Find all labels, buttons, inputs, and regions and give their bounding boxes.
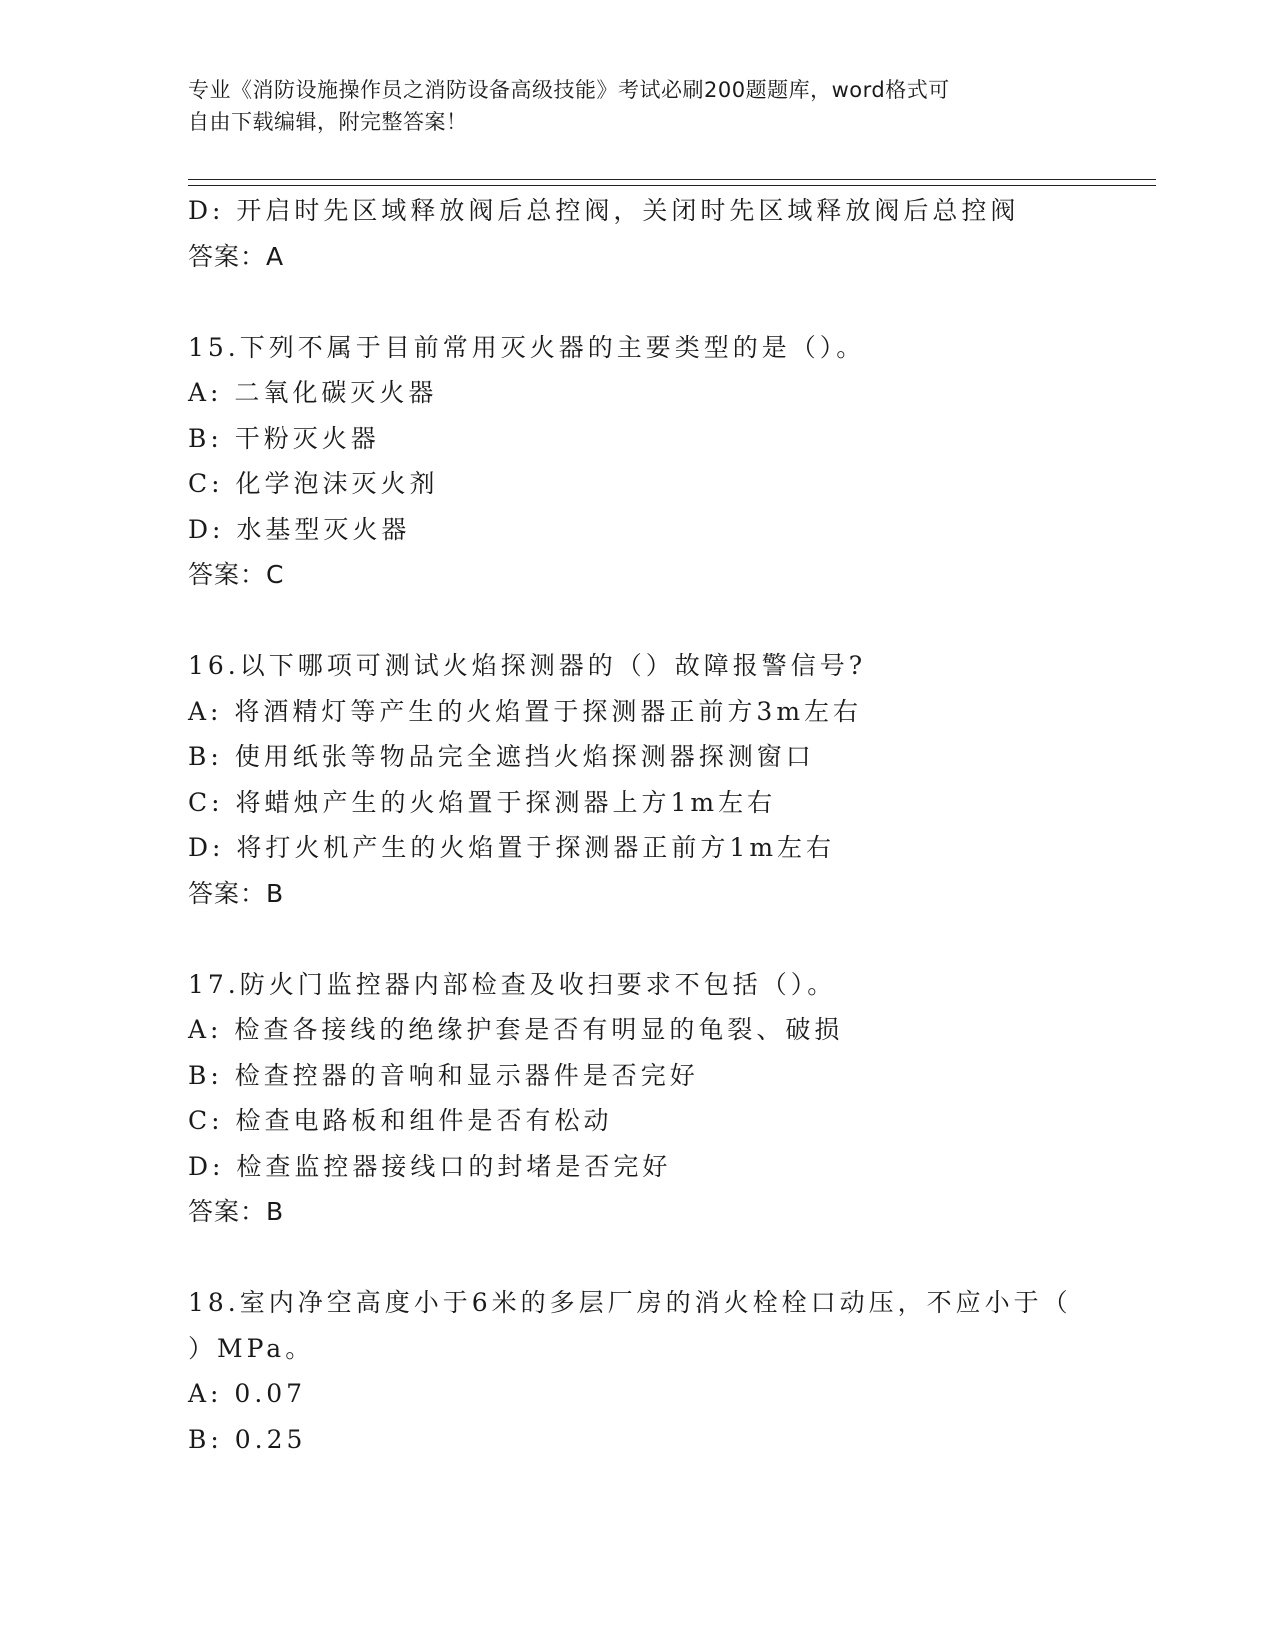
option-d: D: 检查监控器接线口的封堵是否完好 [188,1151,672,1181]
option-a: A: 0.07 [188,1379,307,1408]
question-15 [188,325,1088,598]
question-text: 17.防火门监控器内部检查及收扫要求不包括（）。 [188,969,837,999]
option-c: C: 将蜡烛产生的火焰置于探测器上方1m左右 [188,787,777,817]
question-text-line-1: 18.室内净空高度小于6米的多层厂房的消火栓栓口动压，不应小于（ [188,1288,1072,1317]
question-16 [188,643,1088,916]
spacer [188,598,1088,644]
option-b: B: 0.25 [188,1424,307,1454]
spacer [188,916,1088,962]
option-a: A: 二氧化碳灭火器 [188,378,438,407]
answer: 答案：B [188,1197,285,1226]
question-list [188,188,1088,1462]
question-text: 15.下列不属于目前常用灭火器的主要类型的是（）。 [188,332,866,362]
document-header [188,74,1088,138]
option-c: C: 检查电路板和组件是否有松动 [188,1106,613,1135]
option-b: B: 使用纸张等物品完全遮挡火焰探测器探测窗口 [188,742,815,771]
answer: 答案：B [188,878,285,908]
spacer [188,279,1088,325]
question-17 [188,962,1088,1235]
header-line-1: 专业《消防设施操作员之消防设备高级技能》考试必刷200题题库，word格式可 [188,78,950,102]
question-text: 16.以下哪项可测试火焰探测器的（）故障报警信号? [188,651,867,680]
option-d: D: 开启时先区域释放阀后总控阀，关闭时先区域释放阀后总控阀 [188,196,1020,225]
question-18 [188,1280,1088,1462]
option-d: D: 将打火机产生的火焰置于探测器正前方1m左右 [188,833,836,862]
option-d: D: 水基型灭火器 [188,514,411,544]
option-c: C: 化学泡沫灭火剂 [188,469,439,498]
answer: 答案：A [188,241,285,271]
header-line-2: 自由下载编辑，附完整答案！ [188,110,468,134]
option-b: B: 检查控器的音响和显示器件是否完好 [188,1060,699,1090]
question-text-line-2: ）MPa。 [188,1333,315,1363]
answer: 答案：C [188,560,285,589]
option-a: A: 将酒精灯等产生的火焰置于探测器正前方3m左右 [188,696,863,726]
spacer [188,1235,1088,1281]
option-b: B: 干粉灭火器 [188,423,380,453]
header-rule-top [188,179,1156,180]
header-rule-bottom [188,185,1156,186]
question-14-tail [188,188,1088,279]
option-a: A: 检查各接线的绝缘护套是否有明显的龟裂、破损 [188,1015,844,1044]
